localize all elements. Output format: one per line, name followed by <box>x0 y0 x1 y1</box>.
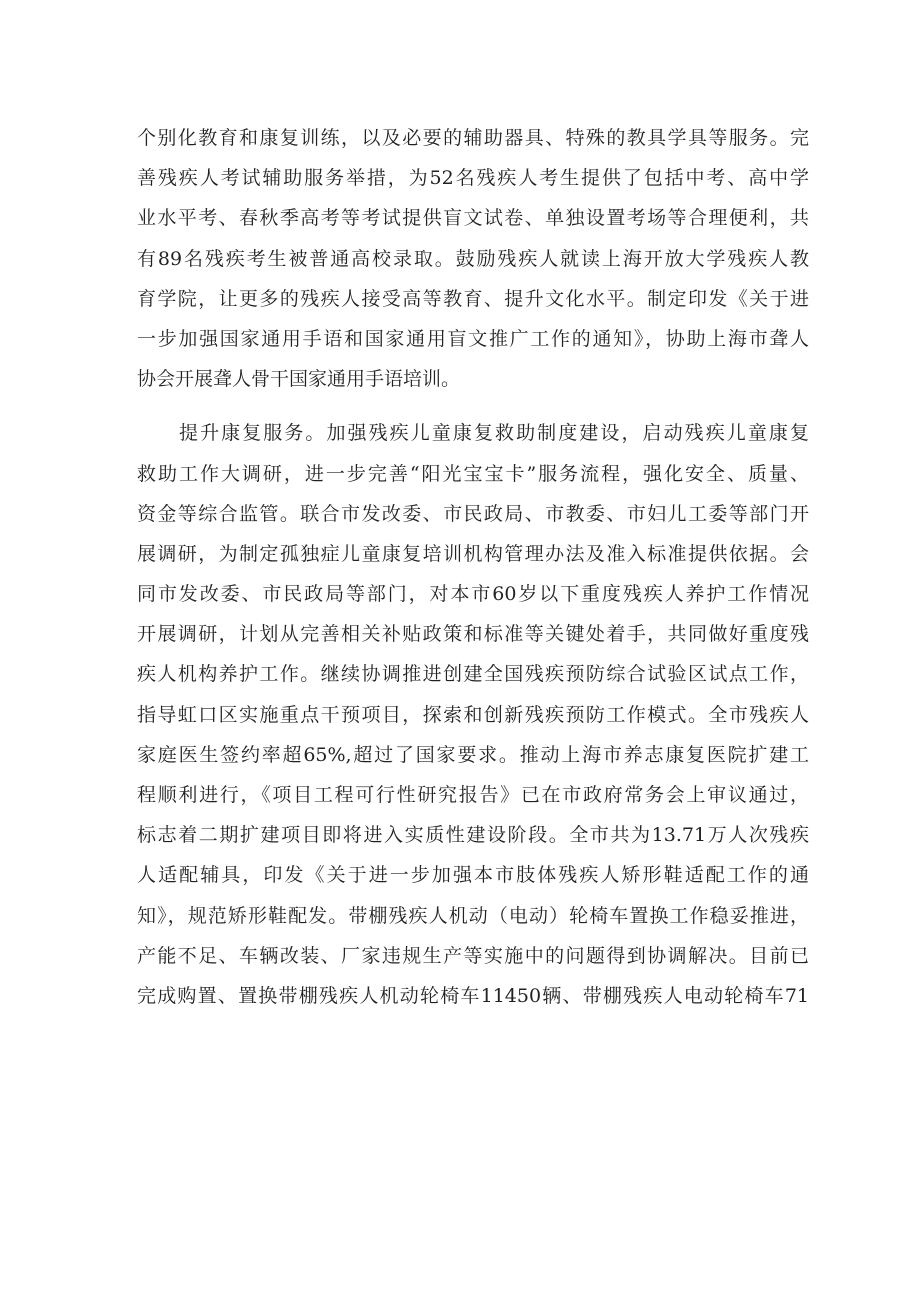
text-line: 完成购置、置换带棚残疾人机动轮椅车11450辆、带棚残疾人电动轮椅车71 <box>137 984 809 1007</box>
text-line: 善残疾人考试辅助服务举措，为52名残疾人考生提供了包括中考、高中学 <box>137 167 809 190</box>
text-line: 人适配辅具，印发《关于进一步加强本市肢体残疾人矫形鞋适配工作的通 <box>137 864 809 887</box>
text-line: 个别化教育和康复训练，以及必要的辅助器具、特殊的教具学具等服务。完 <box>137 127 809 149</box>
text-line: 产能不足、车辆改装、厂家违规生产等实施中的问题得到协调解决。目前已 <box>137 944 809 967</box>
text-line: 标志着二期扩建项目即将进入实质性建设阶段。全市共为13.71万人次残疾 <box>137 824 809 847</box>
document-body <box>137 118 809 1016</box>
paragraph-rehabilitation <box>137 413 809 1016</box>
text-line: 育学院，让更多的残疾人接受高等教育、提升文化水平。制定印发《关于进 <box>137 287 809 310</box>
text-line: 救助工作大调研，进一步完善“阳光宝宝卡”服务流程，强化安全、质量、 <box>137 462 809 485</box>
text-line: 展调研，为制定孤独症儿童康复培训机构管理办法及准入标准提供依据。会 <box>137 542 809 565</box>
text-line: 提升康复服务。加强残疾儿童康复救助制度建设，启动残疾儿童康复 <box>179 422 809 445</box>
text-line: 同市发改委、市民政局等部门，对本市60岁以下重度残疾人养护工作情况 <box>137 583 809 606</box>
text-line: 家庭医生签约率超65%,超过了国家要求。推动上海市养志康复医院扩建工 <box>137 743 809 766</box>
text-line: 开展调研，计划从完善相关补贴政策和标准等关键处着手，共同做好重度残 <box>137 623 809 646</box>
text-line: 程顺利进行，《项目工程可行性研究报告》已在市政府常务会上审议通过， <box>137 784 809 806</box>
text-line: 知》，规范矫形鞋配发。带棚残疾人机动（电动）轮椅车置换工作稳妥推进， <box>137 904 809 927</box>
paragraph-spacer <box>137 399 809 413</box>
text-line: 疾人机构养护工作。继续协调推进创建全国残疾预防综合试验区试点工作， <box>137 663 809 686</box>
paragraph-education <box>137 118 809 399</box>
text-line: 资金等综合监管。联合市发改委、市民政局、市教委、市妇儿工委等部门开 <box>137 502 809 525</box>
text-line: 有89名残疾考生被普通高校录取。鼓励残疾人就读上海开放大学残疾人教 <box>137 247 809 270</box>
text-line: 指导虹口区实施重点干预项目，探索和创新残疾预防工作模式。全市残疾人 <box>137 703 809 726</box>
text-line: 协会开展聋人骨干国家通用手语培训。 <box>137 368 461 391</box>
text-line: 一步加强国家通用手语和国家通用盲文推广工作的通知》，协助上海市聋人 <box>137 327 809 350</box>
text-line: 业水平考、春秋季高考等考试提供盲文试卷、单独设置考场等合理便利，共 <box>137 207 809 230</box>
